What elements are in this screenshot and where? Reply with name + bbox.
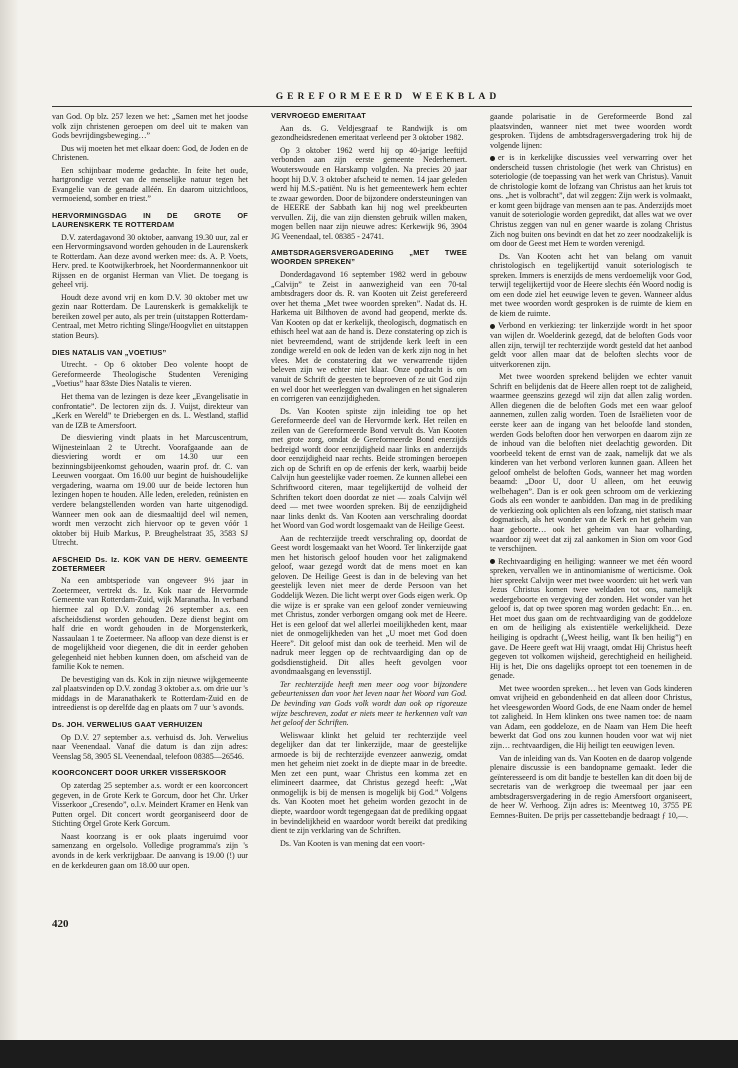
bullet-paragraph bbox=[490, 153, 692, 248]
paragraph: Weliswaar klinkt het geluid ter rechterzijde veel degelijker dan dat ter linkerzijde, maar de geestelijke armoede is bij de rechterzijde evenzeer aanwezig, omdat men het geheim niet zoekt in de diepte maar in de breedte. Men zet een punt, waar Christus een komma zet en elimineert daarmee, dat Christus gezegd heeft: „Wat onmogelijk is bij de mensen is mogelijk bij God.” Volgens ds. Van Kooten moet het geheim worden gezocht in de diepte, waardoor wordt tegengegaan dat de prediking opgaat in bevindelijkheid en waardoor wordt bereikt dat prediking dient te zijn verklaring van de Schriften. bbox=[271, 730, 467, 836]
bullet-paragraph bbox=[490, 557, 692, 681]
paragraph: Aan ds. G. Veldjesgraaf te Randwijk is om gezondheidsredenen emeritaat verleend per 3 oktober 1982. bbox=[271, 123, 467, 143]
paragraph: De bevestiging van ds. Kok in zijn nieuwe wijkgemeente zal plaatsvinden op D.V. zondag 3 oktober a.s. om drie uur 's middags in de Maranathakerk te Rotterdam-Zuid en de intreedienst is op derelfde dag en plaats om 7 uur 's avonds. bbox=[52, 674, 248, 713]
bullet-text: Verbond en verkiezing: ter linkerzijde wordt in het spoor van wijlen dr. Woelderink gezegd, dat de beloften Gods voor allen zijn, terwijl ter rechterzijde wordt gesteld dat het aanbod geldt voor allen maar dat de beloften slechts voor de uitverkorenen zijn. bbox=[490, 321, 692, 369]
bullet-paragraph bbox=[490, 321, 692, 369]
bullet-icon bbox=[490, 156, 495, 161]
paragraph: Aan de rechterzijde treedt verschraling op, doordat de Geest wordt losgemaakt van het Woord. Ter linkerzijde gaat men het historisch geloof houden voor het zaligmakend geloof, waar gezegd wordt dat de mens moet en kan geloven. De Heilige Geest is dan in de beleving van het geestelijk leven niet meer de derde Persoon van het Goddelijk Wezen. Die licht werpt over Gods eigen werk. Op die wijze is er sprake van een geloof zonder vernieuwing met Christus, zonder verborgen omgang ook met de Heere. Het is een geloof dat wel allerlei moeilijkheden kent, maar niet de onmogelijkheden van het „U moet met God doen Heere”. Dit geloof mist dan ook de teerheid. Men wil de nadruk meer leggen op de rechtvaardiging dan op de godsdienstigheid. Dit alles heeft gevolgen voor avondmaalsgang en levensstijl. bbox=[271, 533, 467, 677]
paragraph: Met twee woorden sprekend belijden we echter vanuit Schrift en belijdenis dat de Heere allen roept tot de zaligheid, waarmee geenszins gezegd wil zijn dat allen zalig worden. Allen diegenen die de beloften Gods met een waar geloof aannemen, zullen zalig worden. Toen de Israëlieten voor de eerste keer aan de ingang van het beloofde land stonden, werden Gods beloften door hen verworpen en daarom zijn ze de inhoud van die beloften niet deelachtig geworden. Dit voorbeeld tekent de ernst van de zaak, namelijk dat we als kinderen van het verbond verloren kunnen gaan. Alleen het geloof omhelst de beloften Gods, wanneer het mag worden beaamd: „Door U, door U alleen, om het eeuwig welbehagen”. Dan is er ook geen schroom om de verkiezing Gods als een wonder te aanbidden. Dan mag in de prediking de verkiezing ook oplichten als een lofzang, niet statisch maar dogmatisch, als het wonder van de Kerk en het geheim van haar geboorte… ook het geheim van haar volharding, waardoor zij weet dat zij zal aankomen in Sion om voor God te verschijnen. bbox=[490, 372, 692, 554]
header-rule bbox=[52, 106, 692, 107]
paragraph: Donderdagavond 16 september 1982 werd in gebouw „Calvijn” te Zeist in aanwezigheid van een 70-tal ambtsdragers door ds. R. van Kooten uit Zeist gerefereerd over het thema „Met twee woorden spreken”. Nadat ds. H. Harkema uit Bilthoven de avond had geopend, merkte ds. Van Kooten op dat er kerkelijk, theologisch, dogmatisch en ethisch heel wat aan de hand is. Deze constatering op zich is niet bevreemdend, want de strijdende kerk leeft in een zondige wereld en ook de leden van de kerk zijn nog in het vlees. Met de constatering dat we verwarrende tijden beleven zijn we echter niet klaar. Onze opdracht is om vanuit de Schrift de geesten te beproeven of ze uit God zijn en wel door het weerleggen van dwalingen en het signaleren en corrigeren van eenzijdigheden. bbox=[271, 269, 467, 404]
paragraph: Op zaterdag 25 september a.s. wordt er een koorconcert gegeven, in de Grote Kerk te Gorcum, door het Chr. Urker Visserkoor „Cresendo”, o.l.v. Meindert Kramer en Henk van Putten orgel. Dit concert wordt georganiseerd door de Stichting Orgel Grote Kerk Gorcum. bbox=[52, 781, 248, 829]
paragraph: Ter rechterzijde heeft men meer oog voor bijzondere gebeurtenissen dan voor het leven naar het Woord van God. De bevinding van Gods volk wordt dan ook op rigoreuze wijze beschreven, zodat er niets meer te herkennen valt van het geloof der Schriften. bbox=[271, 679, 467, 728]
paragraph: Het thema van de lezingen is deze keer „Evangelisatie in confrontatie”. De lectoren zijn ds. J. Vuijst, direkteur van „Kerk en Wereld” te Driebergen en ds. L. Westland, staflid van de IZB te Amersfoort. bbox=[52, 391, 248, 430]
paragraph: Houdt deze avond vrij en kom D.V. 30 oktober met uw gezin naar Rotterdam. De Laurenskerk is gemakkelijk te bereiken zowel per auto, als per trein (uitstappen Rotterdam-Centraal, met Metro richting Slinge/Hoogvliet en uitstappen station Beurs). bbox=[52, 292, 248, 340]
article-heading: AFSCHEID Ds. Iz. KOK VAN DE HERV. GEMEENTE ZOETERMEER bbox=[52, 554, 248, 573]
paragraph: gaande polarisatie in de Gereformeerde Bond zal plaatsvinden, wanneer niet met twee woorden wordt gesproken. Tijdens de ambtsdragersvergadering trok hij de volgende lijnen: bbox=[490, 112, 692, 150]
page-number: 420 bbox=[52, 918, 69, 930]
page-spine-shadow bbox=[0, 0, 18, 1068]
paragraph: Ds. Van Kooten is van mening dat een voort- bbox=[280, 838, 425, 848]
bullet-icon bbox=[490, 559, 495, 564]
article-heading: AMBTSDRAGERSVERGADERING „MET TWEE WOORDEN SPREKEN” bbox=[271, 248, 467, 267]
paragraph: Dus wij moeten het met elkaar doen: God, de Joden en de Christenen. bbox=[52, 143, 248, 163]
paragraph: Na een ambtsperiode van ongeveer 9½ jaar in Zoetermeer, vertrekt ds. Iz. Kok naar de Hervormde Gemeente van Rotterdam-Zuid, wijk Maranatha. In verband hiermee zal op D.V. zondag 26 september a.s. een afscheidsdienst worden gehouden. Deze dienst begint om half drie en wordt gehouden in de Morgensterkerk, Nassaulaan 1 te Zoetermeer. Na afloop van deze dienst is er de mogelijkheid voor diegenen, die dit in eerder gehoben gelegenheid niet hebben kunnen doen, om afscheid van de familie Kok te nemen. bbox=[52, 576, 248, 672]
article-heading: HERVORMINGSDAG IN DE GROTE OF LAURENSKERK TE ROTTERDAM bbox=[52, 210, 248, 229]
paragraph: Ds. Van Kooten acht het van belang om vanuit christologisch en tegelijkertijd vanuit soteriologisch te spreken. Immers is enerzijds de mens verdoemelijk voor God, terwijl tegelijkertijd voor de Heere slechts één Woord nodig is om een dode ziel het eeuwige leven te geven. Wanneer aldus met twee woorden wordt gesproken is de ruimte de kiem en de kiem de ruimte. bbox=[490, 251, 692, 318]
scan-bottom-edge bbox=[0, 1040, 738, 1068]
article-heading: Ds. JOH. VERWELIUS GAAT VERHUIZEN bbox=[52, 719, 203, 729]
column-left bbox=[52, 112, 248, 873]
column-right bbox=[490, 112, 692, 823]
bullet-text: er is in kerkelijke discussies veel verwarring over het onderscheid tussen christologie (het werk van Christus) en soteriologie (de toepassing van het werk van Christus). Vanuit de christologie komt de lofzang van Christus aan het kruis tot ons. „het is volbracht”, dat wil zeggen: Zijn werk is volmaakt, er komt geen bijdrage van mensen aan te pas. Anderzijds moet vanuit de soteriologie worden gepredikt, dat alles wat we over Christus zeggen van nul en gener waarde is zolang Christus Zich nog buiten ons bevindt en dat het zo zeer noodzakelijk is om door de Geest met Hem te worden verenigd. bbox=[490, 153, 692, 249]
paragraph: Op 3 oktober 1962 werd hij op 40-jarige leeftijd verbonden aan zijn eerste gemeente Nederhemert. Wouterswoude en Harskamp volgden. Na precies 20 jaar hoopt hij D.V. 3 oktober afscheid te nemen. 14 jaar geleden werd hij M.S.-patiënt. Nu is het gemeentewerk hem echter te zwaar geworden. Door de bijzondere ondersteuningen van de HEERE der Sabbath kan hij nog wel preekbeurten vervullen. Zij, die van zijn diensten gebruik willen maken, mogen bellen naar zijn nieuwe adres: Kerkewijk 96, 3904 JG Veenendaal, tel. 08385 - 24741. bbox=[271, 145, 467, 241]
column-middle bbox=[271, 112, 467, 851]
paragraph: De diesviering vindt plaats in het Marcuscentrum, Wijnesteinlaan 2 te Utrecht. Voorafgaande aan de diesviering wordt er om 14.30 uur een bezinningsbijeenkomst gehouden, waarin prof. dr. C. van Leeuwen voorgaat. Om 16.00 uur begint de huishoudelijke vergadering, waarna om 19.00 uur de beide lectoren hun lezingen hopen te houden. Alle leden, ereleden, reünisten en verdere belangstellenden worden van harte uitgenodigd. Wanneer men ook aan de diesmaaltijd deel wil nemen, wordt men verzocht zich hiervoor op te geven vóór 1 oktober bij Huib Markus, P. Breughelstraat 35, 3583 SJ Utrecht. bbox=[52, 433, 248, 548]
paragraph: D.V. zaterdagavond 30 oktober, aanvang 19.30 uur, zal er een Hervormingsavond worden gehouden in de Laurenskerk te Rotterdam. Aan deze avond werken mee: ds. A. P. Voets, Herv. pred. te Kootwijkerbroek, het Noordermannenkoor uit Rijssen en de organist Herman van Vliet. De toegang is geheel vrij. bbox=[52, 232, 248, 290]
article-heading: DIES NATALIS VAN „VOETIUS” bbox=[52, 347, 167, 357]
paragraph: Een schijnbaar moderne gedachte. In feite het oude, hartgrondige verzet van de menselijke natuur tegen het Evangelie van de genade alléén. En daarom uitzichtloos, vermoeiend, somber en triest.” bbox=[52, 165, 248, 204]
paragraph: Op D.V. 27 september a.s. verhuisd ds. Joh. Verwelius naar Veenendaal. Vanaf die datum is dan zijn adres: Veenslag 58, 3905 SL Veenendaal, telefoon 08385—26546. bbox=[52, 732, 248, 761]
bullet-icon bbox=[490, 324, 495, 329]
paragraph: Ds. Van Kooten spitste zijn inleiding toe op het Gereformeerde deel van de Hervormde kerk. Het reilen en zeilen van de Gereformeerde Bond vervult ds. Van Kooten met grote zorg, omdat de Gereformeerde Bond enerzijds bedreigd wordt door eenzijdigheid naar links en anderzijds door eenzijdigheid naar rechts. Beide stromingen beroepen zich op de Schrift en op de erfenis der kerk, waarbij beide Calvijn hun geestelijke vader roemen. Ze kunnen allebei een Schriftwoord citeren, maar tegelijkertijd de volheid der Schriften tekort doen doordat ze niet — zoals Calvijn wél deed — met twee woorden spreken. Bij de eenzijdigheid naar links denkt ds. Van Kooten aan verschraling doordat het Woord van God wordt losgemaakt van de Heilige Geest. bbox=[271, 406, 467, 531]
running-header: GEREFORMEERD WEEKBLAD bbox=[275, 92, 501, 102]
article-heading: VERVROEGD EMERITAAT bbox=[271, 111, 366, 120]
paragraph: Van de inleiding van ds. Van Kooten en de daarop volgende plenaire discussie is een bandopname gemaakt. Ieder die geïnteresseerd is om dit bandje te bestellen kan dit doen bij de secretaris van de werkgroep die tweemaal per jaar een ambtsdragersvergadering in de regio Amersfoort organiseert, de heer W. Verhoog. Zijn adres is: Meentweg 10, 3755 PE Eemnes-Buiten. De prijs per cassettebandje bedraagt ƒ 10,—. bbox=[490, 753, 692, 820]
article-heading: KOORCONCERT DOOR URKER VISSERSKOOR bbox=[52, 768, 227, 778]
paragraph: Utrecht. - Op 6 oktober Deo volente hoopt de Gereformeerde Theologische Studenten Vereniging „Voetius” haar 83ste Dies Natalis te vieren. bbox=[52, 360, 248, 389]
paragraph: Met twee woorden spreken… het leven van Gods kinderen omvat vrijheid en gebondenheid en dat alleen door Christus, het vleesgeworden Woord Gods, de ene Naam onder de hemel tot zaligheid. In Hem klinken ons twee namen toe: de naam van Adam, een goddeloze, en de Naam van Hem Die heeft bewerkt dat God ons zou kunnen houden voor wat wij niet zijn… rechtvaardigen, die Hij heiligt ten eeuwigen leven. bbox=[490, 683, 692, 750]
paragraph: Naast koorzang is er ook plaats ingeruimd voor samenzang en orgelsolo. Volledige programma's zijn 's avonds in de kerk verkrijgbaar. De aanvang is 19.00 (!) uur en de kerkdeuren gaan om 18.00 uur open. bbox=[52, 831, 248, 870]
bullet-text: Rechtvaardiging en heiliging: wanneer we met één woord spreken, vervallen we in antinomianisme of werticisme. Ook hier spreekt Calvijn weer met twee woorden: uit het werk van Jezus Christus komen twee weldaden tot ons, namelijk wedergeboorte en vergeving der zonden. Het wonder van het geloof is, dat op twee sporen mag worden gedacht: En… en. Het moet dus gaan om de rechtvaardiging van de goddeloze en om de heiliging als existentiële werkelijkheid. Deze heiliging is opdracht („Weest heilig, want Ik ben heilig”) en gave. De Heere geeft wat Hij vraagt, omdat Hij Christus heeft gegeven tot volkomen wijsheid, gerechtigheid en heiligheid. Hij is het, Die ons dagelijks oproept tot een toenemen in de genade. bbox=[490, 556, 692, 681]
paragraph: van God. Op blz. 257 lezen we het: „Samen met het joodse volk zijn christenen geroepen om deel uit te maken van Gods bevrijdingsbeweging…” bbox=[52, 112, 248, 141]
